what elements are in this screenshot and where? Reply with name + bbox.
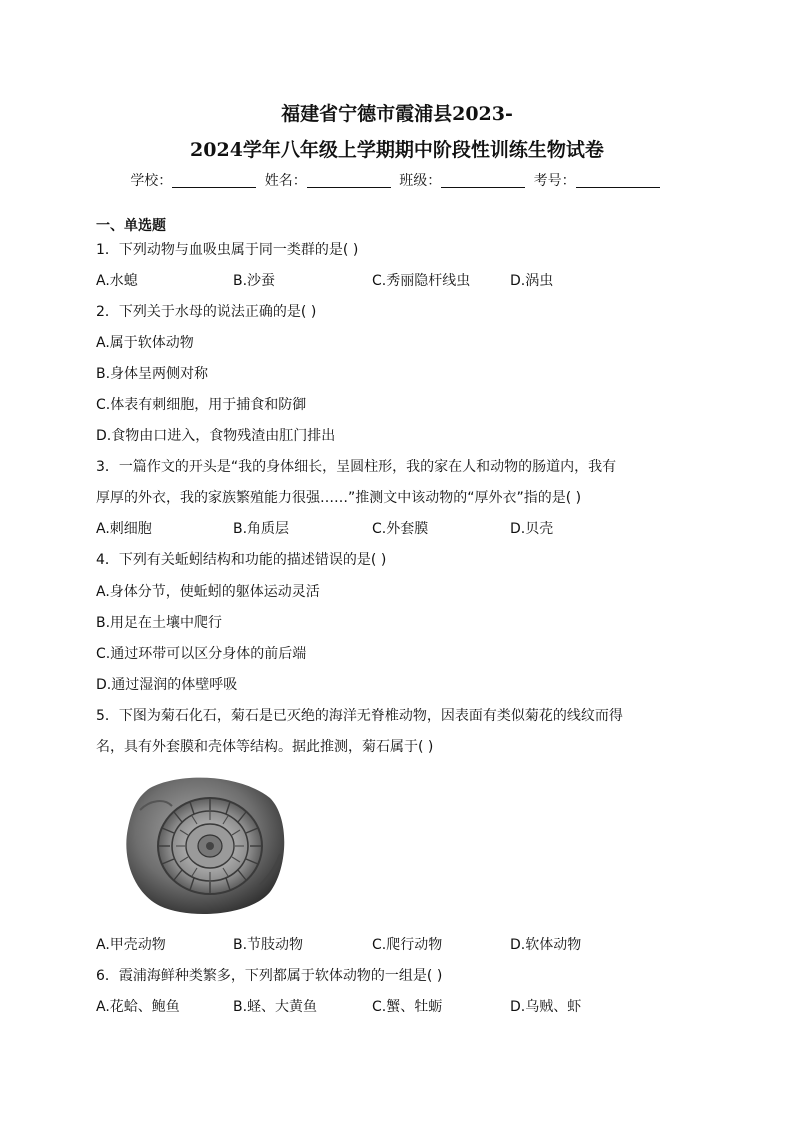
- exam-title-line2: 2024学年八年级上学期期中阶段性训练生物试卷: [190, 139, 604, 161]
- q4-option-c[interactable]: C.通过环带可以区分身体的前后端: [96, 646, 307, 662]
- q6-option-a[interactable]: A.花蛤、鲍鱼: [96, 999, 180, 1015]
- name-label: 姓名：: [264, 173, 307, 189]
- question-3-options: [96, 519, 716, 539]
- question-1-options: [96, 271, 716, 291]
- question-6-options: [96, 997, 716, 1017]
- q6-option-b[interactable]: B.蛏、大黄鱼: [233, 999, 318, 1015]
- q6-option-d[interactable]: D.乌贼、虾: [510, 999, 582, 1015]
- q2-option-c[interactable]: C.体表有刺细胞，用于捕食和防御: [96, 397, 307, 413]
- q1-option-b[interactable]: B.沙蚕: [233, 273, 276, 289]
- q4-option-b[interactable]: B.用足在土壤中爬行: [96, 615, 223, 631]
- question-5-stem-line2: 名，具有外套膜和壳体等结构。据此推测，菊石属于( ): [96, 739, 434, 755]
- q5-option-c[interactable]: C.爬行动物: [372, 937, 443, 953]
- class-label: 班级：: [399, 173, 442, 189]
- ammonite-fossil-image: [120, 770, 290, 920]
- q6-option-c[interactable]: C.蟹、牡蛎: [372, 999, 443, 1015]
- q1-option-d[interactable]: D.涡虫: [510, 273, 554, 289]
- q3-option-a[interactable]: A.刺细胞: [96, 521, 152, 537]
- student-info-row: [0, 171, 794, 191]
- name-blank[interactable]: [307, 173, 391, 188]
- exam-number-label: 考号：: [533, 173, 576, 189]
- q4-option-d[interactable]: D.通过湿润的体壁呼吸: [96, 677, 238, 693]
- q5-option-b[interactable]: B.节肢动物: [233, 937, 304, 953]
- exam-title-line1: 福建省宁德市霞浦县2023-: [281, 103, 513, 125]
- question-5-options: [96, 935, 716, 955]
- question-3-stem-line1: 3．一篇作文的开头是“我的身体细长，呈圆柱形，我的家在人和动物的肠道内，我有: [96, 459, 617, 475]
- question-6-stem: 6．霞浦海鲜种类繁多，下列都属于软体动物的一组是( ): [96, 968, 443, 984]
- q5-option-d[interactable]: D.软体动物: [510, 937, 582, 953]
- question-1-stem: 1．下列动物与血吸虫属于同一类群的是( ): [96, 242, 359, 258]
- q3-option-b[interactable]: B.角质层: [233, 521, 290, 537]
- section-heading: 一、单选题: [96, 218, 166, 234]
- q5-option-a[interactable]: A.甲壳动物: [96, 937, 166, 953]
- q3-option-d[interactable]: D.贝壳: [510, 521, 554, 537]
- q4-option-a[interactable]: A.身体分节，使蚯蚓的躯体运动灵活: [96, 584, 320, 600]
- q2-option-b[interactable]: B.身体呈两侧对称: [96, 366, 209, 382]
- q1-option-a[interactable]: A.水螅: [96, 273, 138, 289]
- school-label: 学校：: [130, 173, 173, 189]
- exam-number-blank[interactable]: [576, 173, 660, 188]
- q3-option-c[interactable]: C.外套膜: [372, 521, 429, 537]
- school-blank[interactable]: [172, 173, 256, 188]
- class-blank[interactable]: [441, 173, 525, 188]
- q1-option-c[interactable]: C.秀丽隐杆线虫: [372, 273, 471, 289]
- question-2-stem: 2．下列关于水母的说法正确的是( ): [96, 304, 317, 320]
- q2-option-a[interactable]: A.属于软体动物: [96, 335, 194, 351]
- question-3-stem-line2: 厚厚的外衣，我的家族繁殖能力很强……”推测文中该动物的“厚外衣”指的是( ): [96, 490, 582, 506]
- question-4-stem: 4．下列有关蚯蚓结构和功能的描述错误的是( ): [96, 552, 387, 568]
- q2-option-d[interactable]: D.食物由口进入，食物残渣由肛门排出: [96, 428, 336, 444]
- question-5-stem-line1: 5．下图为菊石化石，菊石是已灭绝的海洋无脊椎动物，因表面有类似菊花的线纹而得: [96, 708, 623, 724]
